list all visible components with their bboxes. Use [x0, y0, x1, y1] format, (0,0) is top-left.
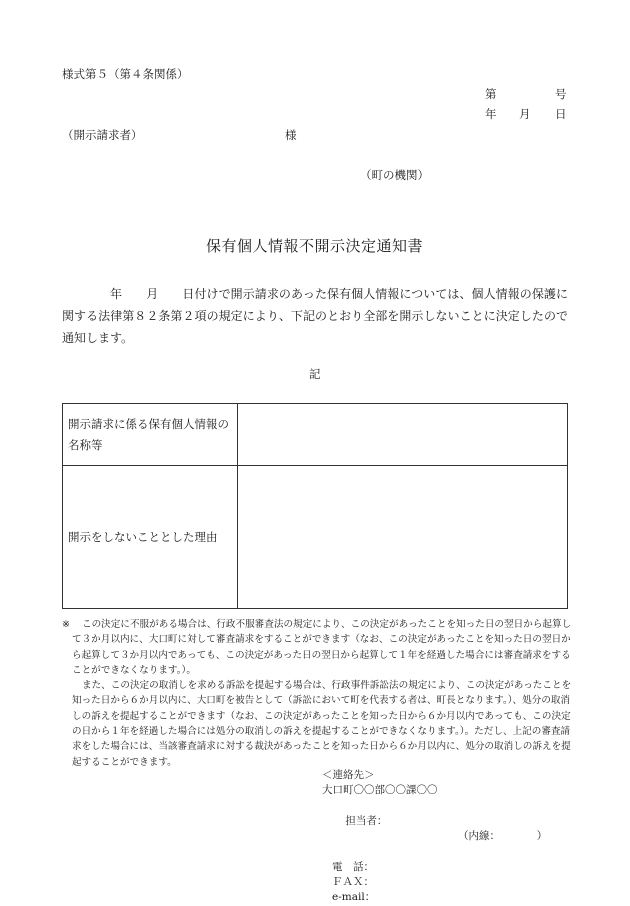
document-title: 保有個人情報不開示決定通知書	[206, 237, 424, 255]
note-mark: ※	[62, 619, 71, 630]
row1-label: 開示請求に係る保有個人情報の名称等	[63, 404, 238, 466]
ki-label: 記	[309, 367, 321, 381]
contact-block	[322, 768, 548, 906]
date-year: 年	[485, 107, 497, 121]
doc-no-suffix: 号	[555, 87, 567, 101]
contact-person-label: 担当者：	[345, 814, 388, 827]
notes-section	[62, 617, 572, 770]
body-text: 年 月 日付けで開示請求のあった保有個人情報については、個人情報の保護に関する法律第８２条第２項の規定により、下記のとおり全部を開示しないことに決定したので通知します。	[62, 287, 568, 345]
contact-dept: 大口町〇〇部〇〇課〇〇	[322, 784, 438, 797]
agency-label: （町の機関）	[360, 168, 429, 182]
contact-phone-label: 電 話：	[332, 860, 374, 873]
note-paragraph-1: この決定に不服がある場合は、行政不服審査法の規定により、この決定があったことを知った日の翌日から起算して３か月以内に、大口町に対して審査請求をすることができます（なお、この決定があったことを知った日の翌日から起算して３か月以内であっても、この決定があった日の翌日から起算して１年を経過した場合には審査請求をすることができなくなります。）。	[72, 619, 572, 676]
date-day: 日	[555, 107, 567, 121]
form-number: 様式第５（第４条関係）	[62, 67, 189, 81]
record-table	[62, 403, 568, 609]
date-month: 月	[519, 107, 531, 121]
body-paragraph	[62, 283, 568, 349]
contact-extension: （内線： ）	[458, 830, 548, 843]
contact-email-label: e-mail：	[332, 891, 376, 904]
row1-value	[238, 404, 568, 466]
requester-honorific: 様	[285, 128, 297, 142]
contact-header: ＜連絡先＞	[322, 769, 375, 781]
note-paragraph-2: また、この決定の取消しを求める訴訟を提起する場合は、行政事件訴訟法の規定により、この決定があったことを知った日から６か月以内に、大口町を被告として（訴訟において町を代表する者は、町長となります。）、処分の取消しの訴えを提起することができます（なお、この決定があったことを知った日から６か月以内であっても、この決定の日から１年を経過した場合には処分の取消しの訴えを提起することができなくなります。）。ただし、上記の審査請求をした場合には、当該審査請求に対する裁決があったことを知った日から６か月以内に、処分の取消しの訴えを提起することができます。	[72, 680, 572, 768]
row2-value	[238, 466, 568, 609]
contact-fax-label: ＦＡＸ：	[332, 876, 374, 889]
requester-label: （開示請求者）	[62, 128, 143, 142]
doc-no-prefix: 第	[485, 87, 497, 101]
row2-label: 開示をしないこととした理由	[63, 466, 238, 609]
